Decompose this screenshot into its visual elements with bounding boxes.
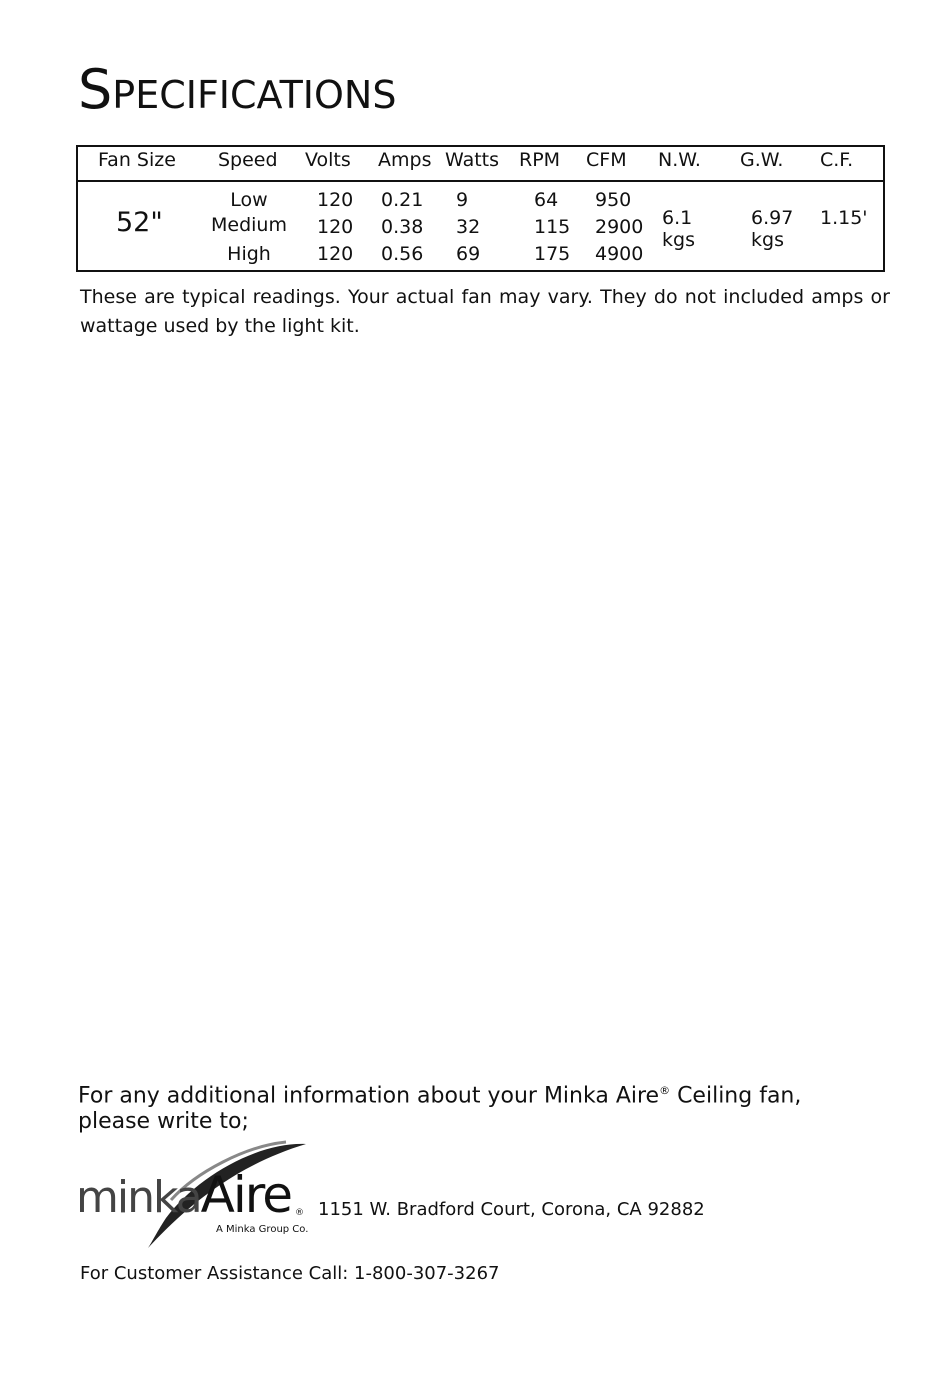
volts-high: 120	[317, 243, 354, 265]
logo-minka: minka	[76, 1172, 201, 1223]
info-line1-a: For any additional information about your Minka Aire	[78, 1083, 660, 1109]
header-nw: N.W.	[658, 149, 701, 171]
speed-high: High	[227, 243, 271, 265]
specifications-table	[76, 145, 885, 272]
typical-readings-note: These are typical readings. Your actual fan may vary. They do not included amps or wattage used by the light kit.	[80, 286, 890, 337]
speed-low: Low	[230, 189, 268, 211]
fan-size-value: 52"	[116, 207, 163, 238]
header-volts: Volts	[305, 149, 351, 171]
info-line1-b: Ceiling fan,	[670, 1083, 802, 1109]
title-rest: PECIFICATIONS	[112, 73, 397, 117]
rpm-medium: 115	[534, 216, 571, 238]
page-title	[78, 58, 396, 121]
info-line2: please write to;	[78, 1109, 249, 1135]
nw-value: 6.1	[662, 207, 693, 229]
volts-low: 120	[317, 189, 354, 211]
logo-tagline: A Minka Group Co.	[216, 1224, 309, 1235]
minka-aire-logo	[76, 1138, 312, 1250]
header-speed: Speed	[218, 149, 278, 171]
amps-low: 0.21	[381, 189, 424, 211]
header-rpm: RPM	[519, 149, 561, 171]
watts-low: 9	[456, 189, 469, 211]
gw-unit: kgs	[751, 229, 784, 251]
header-fan-size: Fan Size	[98, 149, 176, 171]
watts-high: 69	[456, 243, 481, 265]
cfm-medium: 2900	[595, 216, 644, 238]
header-cf: C.F.	[820, 149, 854, 171]
gw-value: 6.97	[751, 207, 794, 229]
rpm-high: 175	[534, 243, 571, 265]
header-divider	[78, 180, 883, 182]
customer-assistance: For Customer Assistance Call: 1-800-307-3267	[80, 1263, 500, 1284]
logo-registered-mark: ®	[295, 1208, 304, 1218]
logo-wordmark	[76, 1166, 291, 1224]
cfm-low: 950	[595, 189, 632, 211]
header-gw: G.W.	[740, 149, 784, 171]
speed-medium: Medium	[211, 214, 287, 236]
cfm-high: 4900	[595, 243, 644, 265]
header-watts: Watts	[445, 149, 500, 171]
volts-medium: 120	[317, 216, 354, 238]
amps-high: 0.56	[381, 243, 424, 265]
nw-unit: kgs	[662, 229, 695, 251]
watts-medium: 32	[456, 216, 481, 238]
header-amps: Amps	[378, 149, 432, 171]
registered-mark: ®	[659, 1084, 671, 1097]
contact-info	[78, 1078, 838, 1135]
company-address: 1151 W. Bradford Court, Corona, CA 92882	[318, 1199, 705, 1220]
logo-aire: Aire	[200, 1166, 291, 1224]
cf-value: 1.15'	[820, 207, 868, 229]
amps-medium: 0.38	[381, 216, 424, 238]
title-initial: S	[78, 58, 113, 121]
header-cfm: CFM	[586, 149, 627, 171]
rpm-low: 64	[534, 189, 559, 211]
